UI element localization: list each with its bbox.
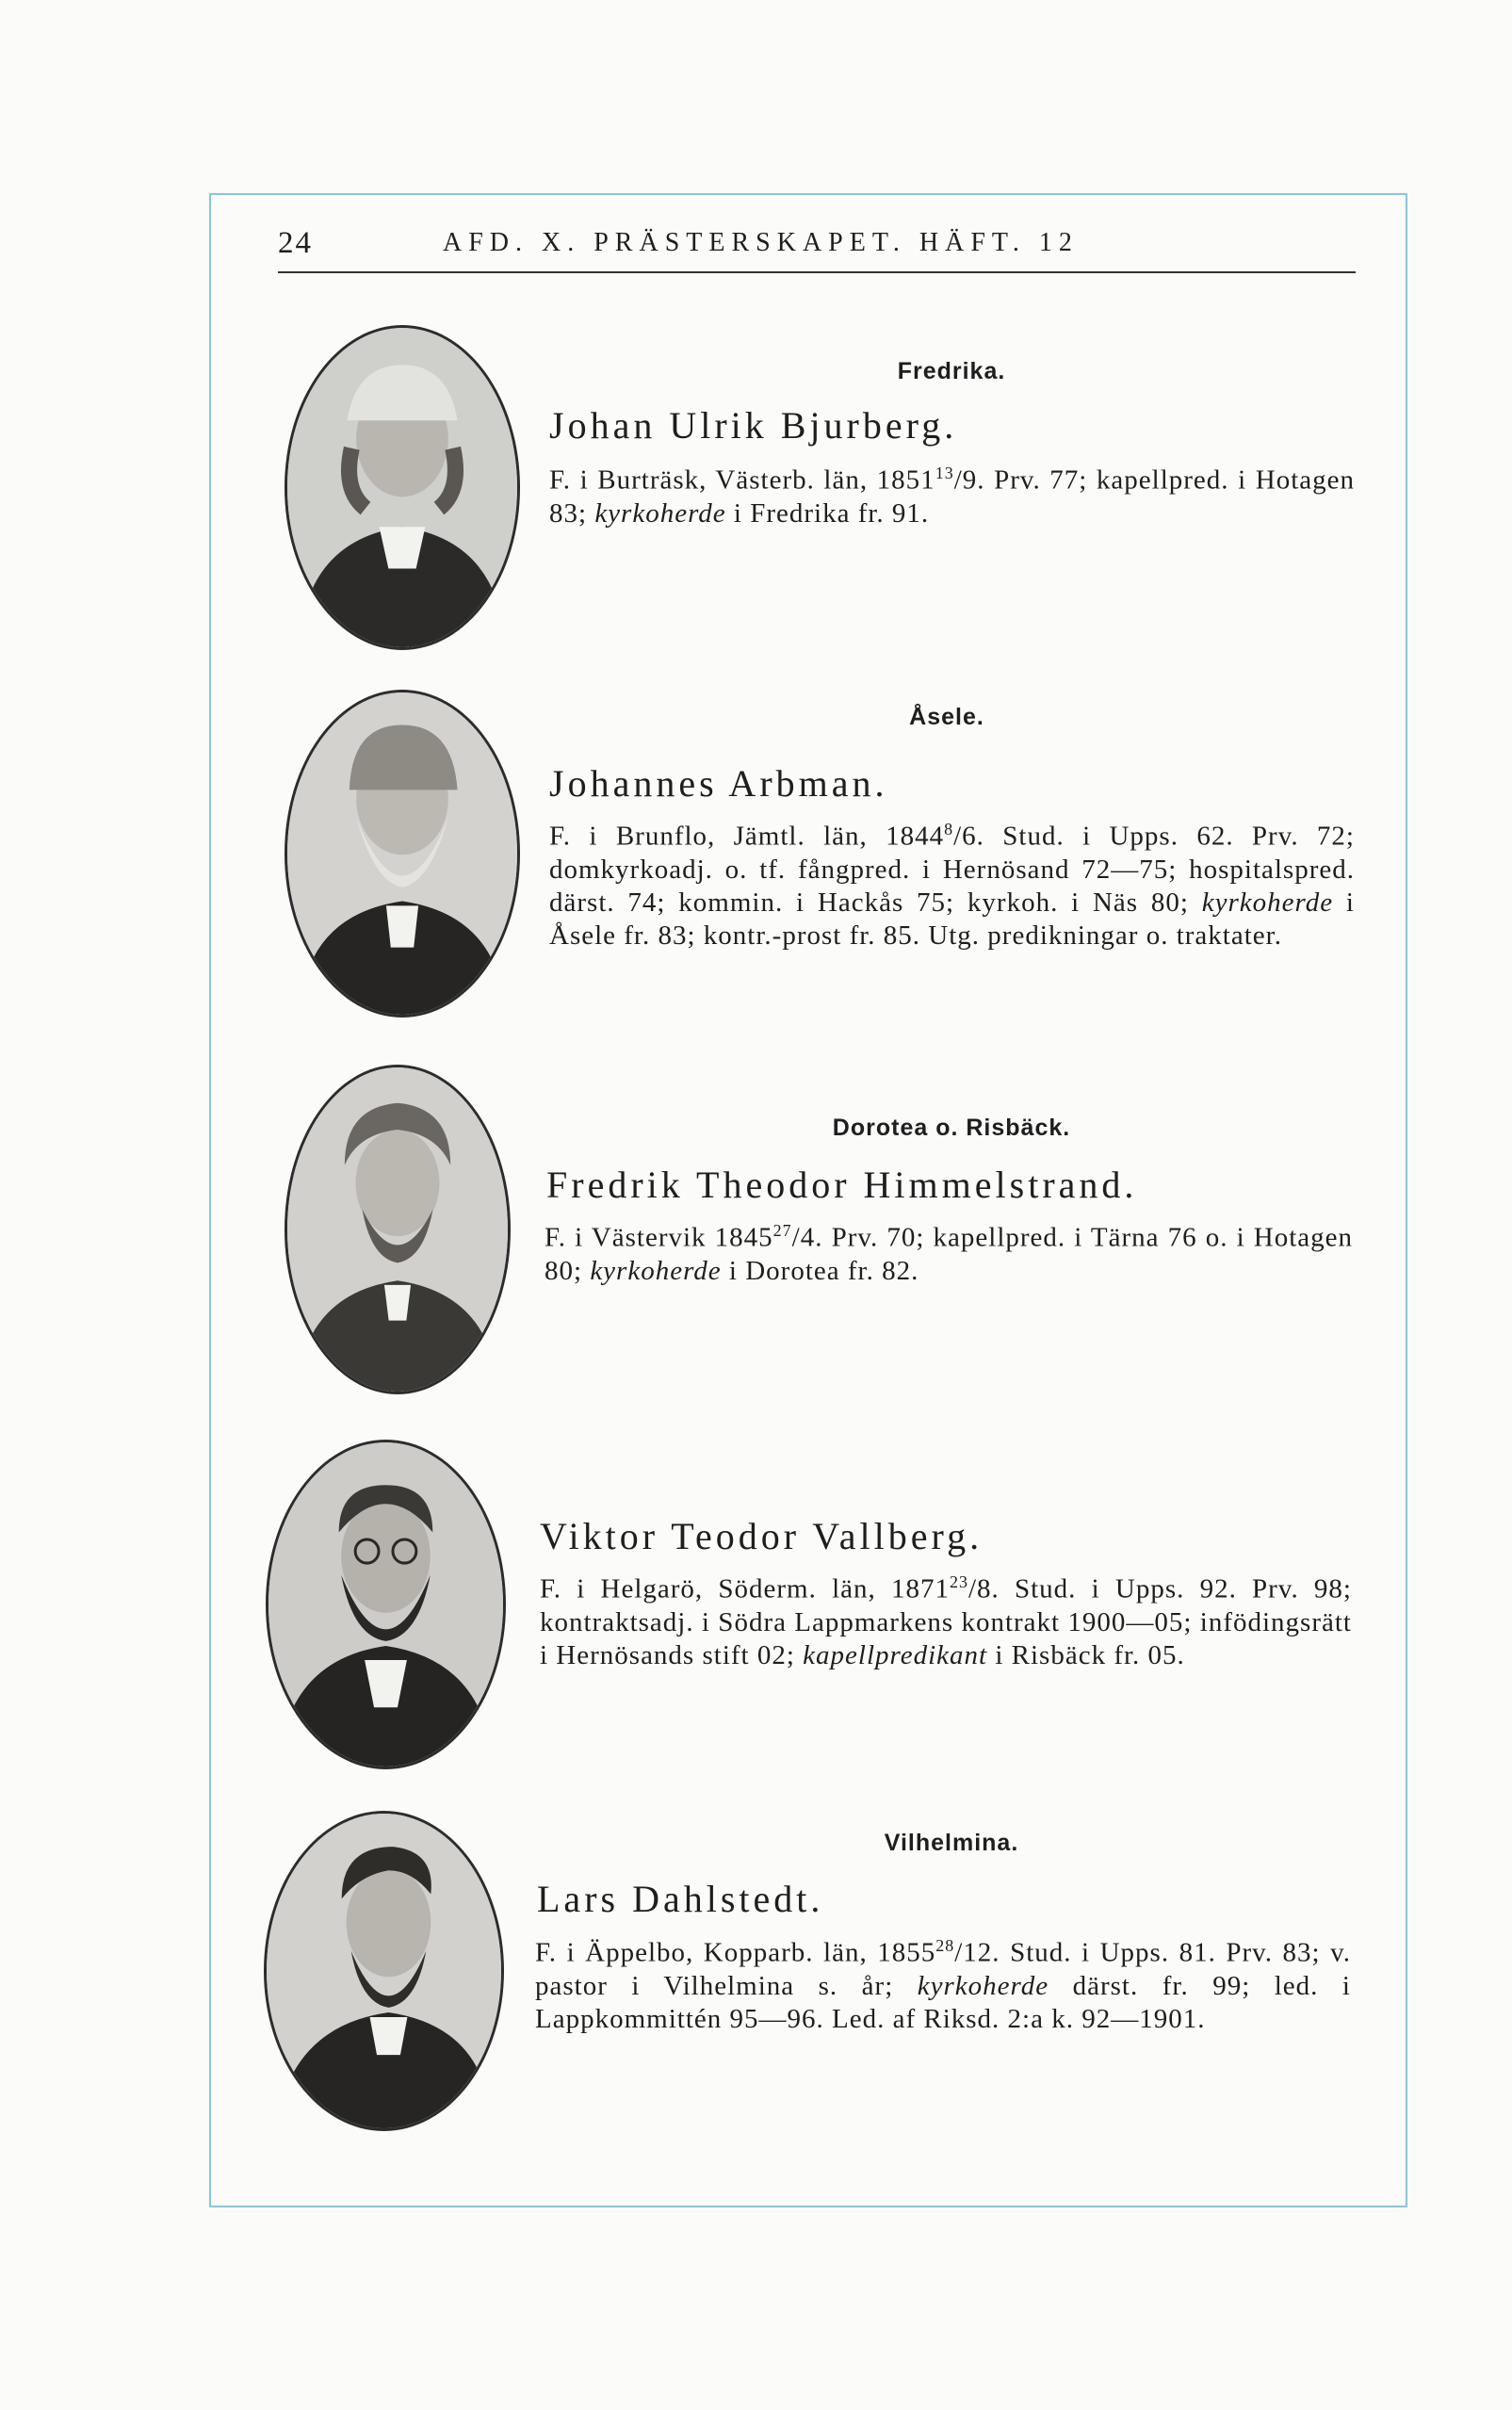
biography: F. i Västervik 1845$^{27}$/4. Prv. 70; kapellpred. i Tärna 76 o. i Hotagen 80; kyrkoherde i Dorotea fr. 82. bbox=[545, 1221, 1353, 1286]
parish-heading: Vilhelmina. bbox=[884, 1830, 1019, 1856]
portrait-photo bbox=[285, 1065, 511, 1394]
person-name: Lars Dahlstedt. bbox=[537, 1878, 824, 1920]
person-name: Johan Ulrik Bjurberg. bbox=[549, 404, 958, 447]
running-header bbox=[278, 226, 1356, 273]
biography: F. i Äppelbo, Kopparb. län, 1855$^{28}$/12. Stud. i Upps. 81. Prv. 83; v. pastor i Vilhelmina s. år; kyrkoherde därst. fr. 99; led. i Lappkommittén 95—96. Led. af Riksd. 2:a k. 92—1901. bbox=[535, 1936, 1352, 2034]
biography: F. i Burträsk, Västerb. län, 1851$^{13}$/9. Prv. 77; kapellpred. i Hotagen 83; kyrkoherde i Fredrika fr. 91. bbox=[549, 464, 1356, 529]
running-title: AFD. X. PRÄSTERSKAPET. HÄFT. 12 bbox=[443, 228, 1079, 257]
parish-heading: Dorotea o. Risbäck. bbox=[832, 1115, 1071, 1141]
person-name: Fredrik Theodor Himmelstrand. bbox=[546, 1164, 1138, 1206]
person-name: Johannes Arbman. bbox=[549, 762, 888, 805]
biography: F. i Helgarö, Söderm. län, 1871$^{23}$/8. Stud. i Upps. 92. Prv. 98; kontraktsadj. i Södra Lappmarkens kontrakt 1900—05; infödingsrätt i Hernösands stift 02; kapellpredikant i Risbäck fr. 05. bbox=[540, 1572, 1352, 1670]
parish-heading: Åsele. bbox=[909, 704, 984, 730]
biography: F. i Brunflo, Jämtl. län, 1844$^8$/6. Stud. i Upps. 62. Prv. 72; domkyrkoadj. o. tf. fångpred. i Hernösand 72—75; hospitalspred. därst. 74; kommin. i Hackås 75; kyrkoh. i Näs 80; kyrkoherde i Åsele fr. 83; kontr.-prost fr. 85. Utg. predikningar o. traktater. bbox=[549, 820, 1355, 951]
page-number: 24 bbox=[278, 226, 313, 260]
portrait-photo bbox=[264, 1811, 504, 2131]
portrait-photo bbox=[285, 325, 520, 650]
parish-heading: Fredrika. bbox=[897, 358, 1006, 384]
portrait-photo bbox=[266, 1440, 506, 1769]
portrait-photo bbox=[285, 690, 520, 1018]
person-name: Viktor Teodor Vallberg. bbox=[540, 1515, 984, 1557]
